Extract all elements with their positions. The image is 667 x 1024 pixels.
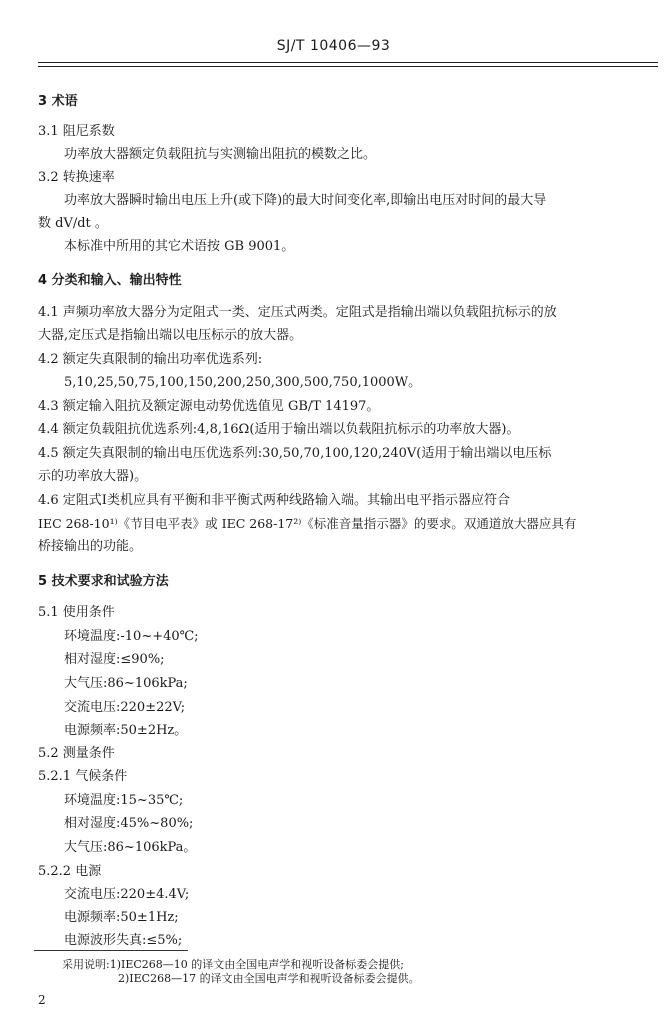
- clause-4-2-power-series: 5,10,25,50,75,100,150,200,250,300,500,750,1000W。: [64, 375, 422, 390]
- clause-4-6-line2: IEC 268-10¹⁾《节目电平表》或 IEC 268-17²⁾《标准音量指示器》的要求。双通道放大器应具有: [38, 516, 577, 531]
- condition-item: 交流电压:220±22V;: [64, 700, 186, 715]
- condition-item: 环境温度:15~35℃;: [64, 793, 184, 808]
- condition-item: 电源频率:50±2Hz。: [64, 723, 188, 738]
- clause-5-2-1-title: 5.2.1 气候条件: [38, 769, 128, 784]
- clause-4-5-line2: 示的功率放大器)。: [38, 469, 148, 484]
- footnote-line1: 采用说明:1)IEC268—10 的译文由全国电声学和视听设备标委会提供;: [62, 958, 404, 971]
- section-5-title: 5 技术要求和试验方法: [38, 574, 169, 589]
- clause-4-5-line1: 4.5 额定失真限制的输出电压优选系列:30,50,70,100,120,240V(适用于输出端以电压标: [38, 446, 552, 461]
- clause-5-2-2-title: 5.2.2 电源: [38, 864, 102, 879]
- condition-item: 环境温度:-10~+40℃;: [64, 629, 199, 644]
- condition-item: 相对湿度:45%~80%;: [64, 816, 194, 831]
- clause-4-6-line1: 4.6 定阻式Ⅰ类机应具有平衡和非平衡式两种线路输入端。其输出电平指示器应符合: [38, 493, 510, 508]
- page-number: 2: [38, 993, 46, 1007]
- section-3-title: 3 术语: [38, 94, 78, 109]
- clause-4-2-line1: 4.2 额定失真限制的输出功率优选系列:: [38, 352, 263, 367]
- header-rule: [38, 62, 658, 63]
- footnote-rule: [34, 950, 188, 951]
- section-4-title: 4 分类和输入、输出特性: [38, 273, 182, 288]
- condition-item: 大气压:86~106kPa;: [64, 676, 188, 691]
- condition-item: 电源频率:50±1Hz;: [64, 910, 179, 925]
- clause-4-3: 4.3 额定输入阻抗及额定源电动势优选值见 GB/T 14197。: [38, 399, 380, 414]
- clause-3-1-body: 功率放大器额定负载阻抗与实测输出阻抗的模数之比。: [64, 147, 377, 162]
- clause-5-2-title: 5.2 测量条件: [38, 746, 115, 761]
- clause-3-2-body-line1: 功率放大器瞬时输出电压上升(或下降)的最大时间变化率,即输出电压对时间的最大导: [64, 193, 547, 208]
- document-code: SJ/T 10406—93: [276, 38, 391, 54]
- clause-4-4: 4.4 额定负载阻抗优选系列:4,8,16Ω(适用于输出端以负载阻抗标示的功率放大器)。: [38, 422, 520, 437]
- condition-item: 电源波形失真:≤5%;: [64, 933, 183, 948]
- clause-5-1-title: 5.1 使用条件: [38, 605, 115, 620]
- clause-4-1-line1: 4.1 声频功率放大器分为定阻式一类、定压式两类。定阻式是指输出端以负载阻抗标示的放: [38, 305, 557, 320]
- condition-item: 大气压:86~106kPa。: [64, 840, 197, 855]
- condition-item: 相对湿度:≤90%;: [64, 652, 165, 667]
- footnote-line2: 2)IEC268—17 的译文由全国电声学和视听设备标委会提供。: [118, 972, 420, 985]
- header-rule-thin: [38, 66, 658, 67]
- clause-3-2-body-line2: 数 dV/dt 。: [38, 216, 108, 231]
- clause-4-6-line3: 桥接输出的功能。: [38, 539, 143, 554]
- clause-3-1-title: 3.1 阻尼系数: [38, 124, 115, 139]
- clause-3-2-title: 3.2 转换速率: [38, 170, 115, 185]
- clause-4-1-line2: 大器,定压式是指输出端以电压标示的放大器。: [38, 328, 303, 343]
- condition-item: 交流电压:220±4.4V;: [64, 887, 190, 902]
- other-terms-note: 本标准中所用的其它术语按 GB 9001。: [64, 239, 295, 254]
